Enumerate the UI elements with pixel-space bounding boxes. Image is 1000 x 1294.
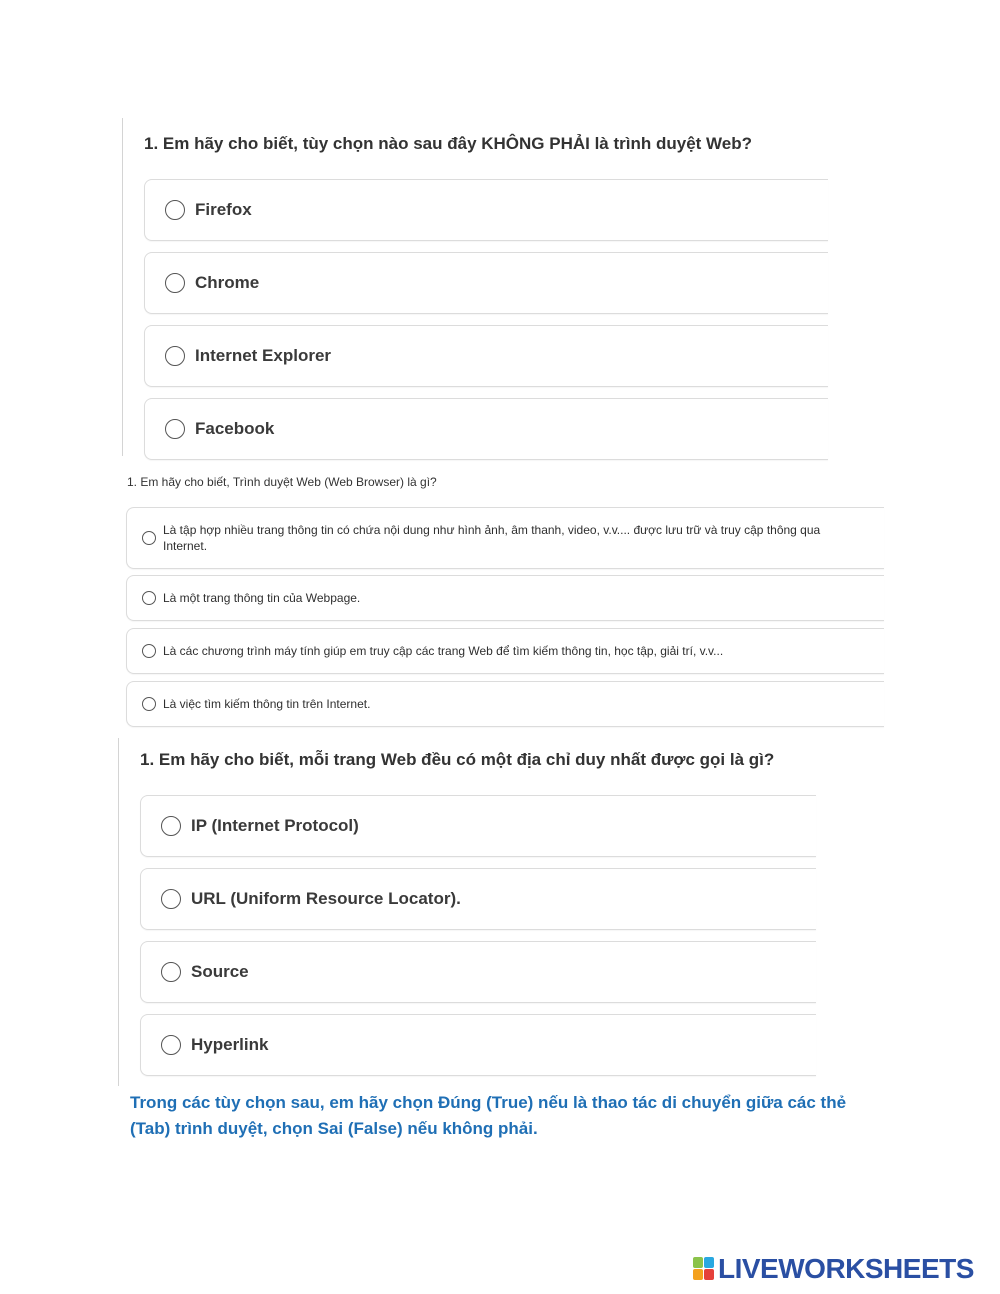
option-label: Internet Explorer	[195, 346, 332, 365]
option-source[interactable]	[140, 941, 816, 1003]
radio-button[interactable]	[165, 273, 185, 293]
option-label: Là việc tìm kiếm thông tin trên Internet.	[163, 697, 371, 711]
question-title: 1. Em hãy cho biết, mỗi trang Web đều có một địa chỉ duy nhất được gọi là gì?	[140, 750, 775, 769]
radio-button[interactable]	[142, 531, 156, 545]
radio-button[interactable]	[161, 889, 181, 909]
radio-button[interactable]	[165, 419, 185, 439]
radio-button[interactable]	[142, 591, 156, 605]
radio-button[interactable]	[161, 816, 181, 836]
instruction-text: Trong các tùy chọn sau, em hãy chọn Đúng (True) nếu là thao tác di chuyển giữa các thẻ (Tab) trình duyệt, chọn Sai (False) nếu không phải.	[130, 1093, 847, 1138]
question-divider	[122, 118, 123, 456]
option-label: Là tập hợp nhiều trang thông tin có chứa nội dung như hình ảnh, âm thanh, video, v.v.... được lưu trữ và truy cập thông qua Internet.	[163, 523, 821, 553]
question-title: 1. Em hãy cho biết, Trình duyệt Web (Web Browser) là gì?	[127, 475, 437, 489]
option-firefox[interactable]	[144, 179, 828, 241]
liveworksheets-logo	[693, 1252, 974, 1286]
quiz-question-1	[122, 118, 828, 456]
option-browser-programs[interactable]	[126, 628, 884, 674]
option-label: Là các chương trình máy tính giúp em truy cập các trang Web để tìm kiếm thông tin, học tập, giải trí, v.v...	[163, 644, 724, 658]
option-label: Là một trang thông tin của Webpage.	[163, 591, 361, 605]
option-facebook[interactable]	[144, 398, 828, 460]
brand-name: LIVEWORKSHEETS	[718, 1253, 974, 1284]
question-title: 1. Em hãy cho biết, tùy chọn nào sau đây KHÔNG PHẢI là trình duyệt Web?	[144, 134, 752, 153]
option-label: Chrome	[195, 273, 260, 292]
option-label: URL (Uniform Resource Locator).	[191, 889, 461, 908]
radio-button[interactable]	[165, 346, 185, 366]
radio-button[interactable]	[142, 644, 156, 658]
option-label: Hyperlink	[191, 1035, 269, 1054]
question-divider	[118, 738, 119, 1086]
radio-button[interactable]	[161, 962, 181, 982]
option-webpage[interactable]	[126, 575, 884, 621]
option-label: Facebook	[195, 419, 275, 438]
option-chrome[interactable]	[144, 252, 828, 314]
option-internet-explorer[interactable]	[144, 325, 828, 387]
quiz-question-3	[118, 738, 816, 1086]
option-url[interactable]	[140, 868, 816, 930]
option-ip[interactable]	[140, 795, 816, 857]
quiz-question-2	[122, 468, 884, 730]
radio-button[interactable]	[161, 1035, 181, 1055]
option-collection-of-pages[interactable]	[126, 507, 884, 569]
option-hyperlink[interactable]	[140, 1014, 816, 1076]
radio-button[interactable]	[142, 697, 156, 711]
option-label: Source	[191, 962, 249, 981]
option-label: IP (Internet Protocol)	[191, 816, 359, 835]
liveworksheets-logo-icon	[693, 1257, 715, 1281]
option-label: Firefox	[195, 200, 252, 219]
radio-button[interactable]	[165, 200, 185, 220]
option-search-internet[interactable]	[126, 681, 884, 727]
